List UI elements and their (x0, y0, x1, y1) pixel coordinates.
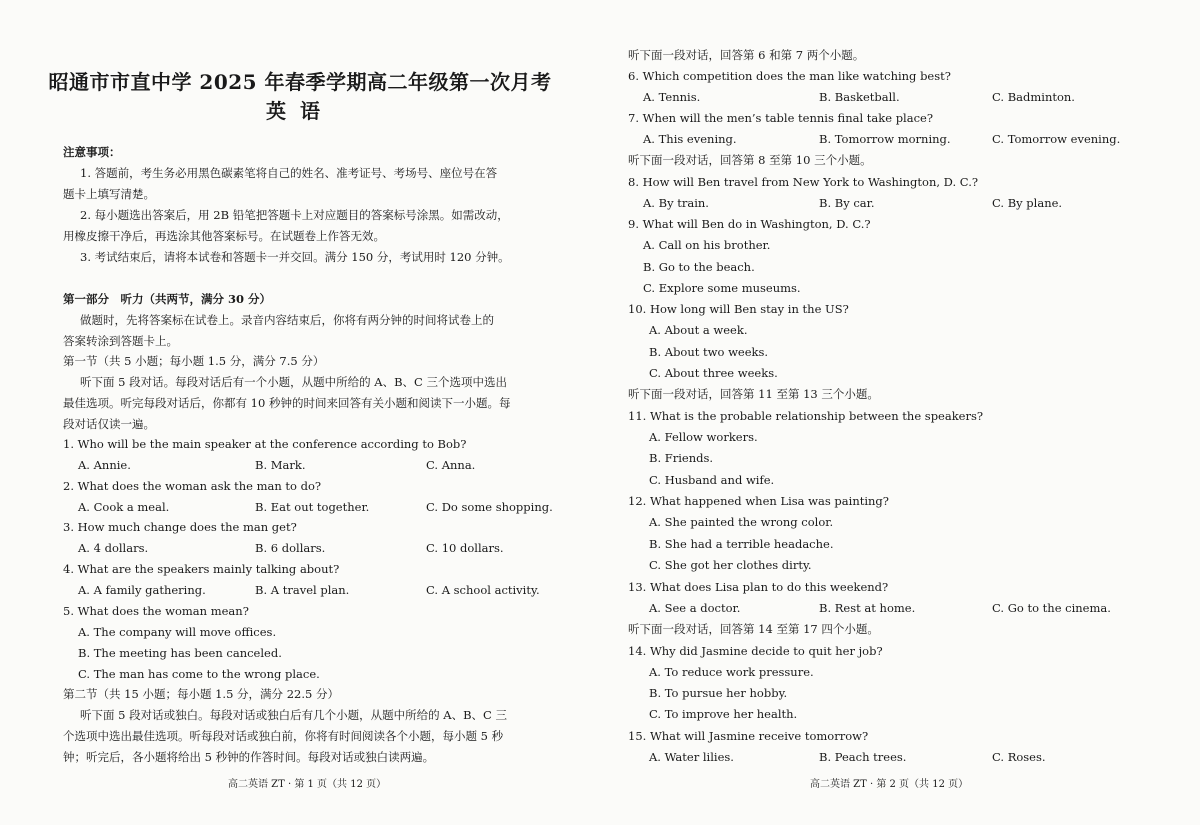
option-b: B. 6 dollars. (255, 541, 326, 555)
option-a: A. This evening. (643, 132, 737, 146)
option-c: C. By plane. (992, 196, 1063, 210)
option-b: B. About two weeks. (649, 345, 769, 359)
option-c: C. About three weeks. (649, 366, 778, 380)
page-footer: 高二英语 ZT · 第 2 页（共 12 页） (810, 779, 969, 790)
question-stem: 8. How will Ben travel from New York to Washington, D. C.? (628, 175, 979, 189)
section1-intro-line: 听下面 5 段对话。每段对话后有一个小题，从题中所给的 A、B、C 三个选项中选出 (80, 375, 507, 389)
option-c: C. To improve her health. (649, 707, 798, 721)
section1-intro-line: 段对话仅读一遍。 (63, 417, 155, 431)
notice-line: 题卡上填写清楚。 (63, 187, 155, 201)
question-stem: 5. What does the woman mean? (63, 604, 249, 618)
section1-intro-line: 最佳选项。听完每段对话后，你都有 10 秒钟的时间来回答有关小题和阅读下一小题。每 (63, 396, 511, 410)
notice-line: 2. 每小题选出答案后，用 2B 铅笔把答题卡上对应题目的答案标号涂黑。如需改动， (80, 208, 509, 222)
option-c: C. Go to the cinema. (992, 601, 1111, 615)
section1-heading: 第一节（共 5 小题；每小题 1.5 分，满分 7.5 分） (63, 354, 325, 368)
option-a: A. Annie. (78, 458, 131, 472)
option-b: B. She had a terrible headache. (649, 537, 834, 551)
question-stem: 14. Why did Jasmine decide to quit her job? (628, 644, 883, 658)
option-c: C. Explore some museums. (643, 281, 801, 295)
section2-intro-line: 钟；听完后，各小题将给出 5 秒钟的作答时间。每段对话或独白读两遍。 (63, 750, 435, 764)
option-a: A. Cook a meal. (78, 500, 170, 514)
option-b: B. Eat out together. (255, 500, 370, 514)
option-b: B. Basketball. (819, 90, 900, 104)
option-a: A. A family gathering. (78, 583, 206, 597)
question-stem: 6. Which competition does the man like watching best? (628, 69, 951, 83)
dialogue-intro: 听下面一段对话，回答第 8 至第 10 三个小题。 (628, 153, 872, 167)
option-a: A. See a doctor. (649, 601, 741, 615)
option-b: B. Tomorrow morning. (819, 132, 951, 146)
page-footer: 高二英语 ZT · 第 1 页（共 12 页） (228, 779, 387, 790)
option-a: A. Tennis. (643, 90, 701, 104)
option-b: B. By car. (819, 196, 875, 210)
exam-title: 昭通市市直中学 2025 年春季学期高二年级第一次月考 (48, 70, 552, 94)
subject-title: 英语 (266, 99, 334, 123)
notice-line: 用橡皮擦干净后，再选涂其他答案标号。在试题卷上作答无效。 (63, 229, 385, 243)
option-a: A. By train. (643, 196, 709, 210)
part1-intro-line: 做题时，先将答案标在试卷上。录音内容结束后，你将有两分钟的时间将试卷上的 (80, 313, 494, 327)
option-b: B. Peach trees. (819, 750, 907, 764)
option-a: A. About a week. (649, 323, 748, 337)
option-a: A. The company will move offices. (78, 625, 277, 639)
question-stem: 12. What happened when Lisa was painting? (628, 494, 889, 508)
question-stem: 4. What are the speakers mainly talking about? (63, 562, 340, 576)
question-stem: 11. What is the probable relationship between the speakers? (628, 409, 984, 423)
dialogue-intro: 听下面一段对话，回答第 11 至第 13 三个小题。 (628, 387, 879, 401)
option-c: C. Tomorrow evening. (992, 132, 1121, 146)
dialogue-intro: 听下面一段对话，回答第 14 至第 17 四个小题。 (628, 622, 879, 636)
question-stem: 3. How much change does the man get? (63, 520, 297, 534)
option-c: C. Husband and wife. (649, 473, 775, 487)
notice-heading: 注意事项： (63, 145, 121, 159)
option-c: C. 10 dollars. (426, 541, 504, 555)
part1-heading: 第一部分 听力（共两节，满分 30 分） (63, 292, 272, 306)
option-a: A. Call on his brother. (643, 238, 771, 252)
section2-intro-line: 听下面 5 段对话或独白。每段对话或独白后有几个小题，从题中所给的 A、B、C 三 (80, 708, 507, 722)
dialogue-intro: 听下面一段对话，回答第 6 和第 7 两个小题。 (628, 48, 865, 62)
notice-line: 1. 答题前，考生务必用黑色碳素笔将自己的姓名、准考证号、考场号、座位号在答 (80, 166, 498, 180)
option-a: A. Fellow workers. (649, 430, 758, 444)
notice-line: 3. 考试结束后，请将本试卷和答题卡一并交回。满分 150 分，考试用时 120 分钟。 (80, 250, 510, 264)
question-stem: 13. What does Lisa plan to do this weekend? (628, 580, 889, 594)
option-b: B. Mark. (255, 458, 306, 472)
question-stem: 7. When will the men’s table tennis final take place? (628, 111, 934, 125)
option-b: B. To pursue her hobby. (649, 686, 788, 700)
option-a: A. 4 dollars. (78, 541, 149, 555)
question-stem: 15. What will Jasmine receive tomorrow? (628, 729, 869, 743)
option-c: C. She got her clothes dirty. (649, 558, 812, 572)
option-a: A. She painted the wrong color. (649, 515, 834, 529)
option-c: C. Badminton. (992, 90, 1075, 104)
question-stem: 9. What will Ben do in Washington, D. C.? (628, 217, 871, 231)
option-c: C. Do some shopping. (426, 500, 553, 514)
section2-heading: 第二节（共 15 小题；每小题 1.5 分，满分 22.5 分） (63, 687, 339, 701)
option-b: B. Friends. (649, 451, 714, 465)
option-b: B. Go to the beach. (643, 260, 755, 274)
question-stem: 10. How long will Ben stay in the US? (628, 302, 849, 316)
option-a: A. Water lilies. (649, 750, 734, 764)
exam-page-2 (600, 0, 1200, 825)
option-a: A. To reduce work pressure. (649, 665, 814, 679)
option-c: C. A school activity. (426, 583, 540, 597)
option-b: B. A travel plan. (255, 583, 350, 597)
question-stem: 1. Who will be the main speaker at the conference according to Bob? (63, 437, 467, 451)
option-b: B. Rest at home. (819, 601, 916, 615)
option-b: B. The meeting has been canceled. (78, 646, 282, 660)
part1-intro-line: 答案转涂到答题卡上。 (63, 334, 178, 348)
option-c: C. Roses. (992, 750, 1046, 764)
option-c: C. Anna. (426, 458, 476, 472)
section2-intro-line: 个选项中选出最佳选项。听每段对话或独白前，你将有时间阅读各个小题，每小题 5 秒 (63, 729, 504, 743)
option-c: C. The man has come to the wrong place. (78, 667, 320, 681)
question-stem: 2. What does the woman ask the man to do? (63, 479, 322, 493)
